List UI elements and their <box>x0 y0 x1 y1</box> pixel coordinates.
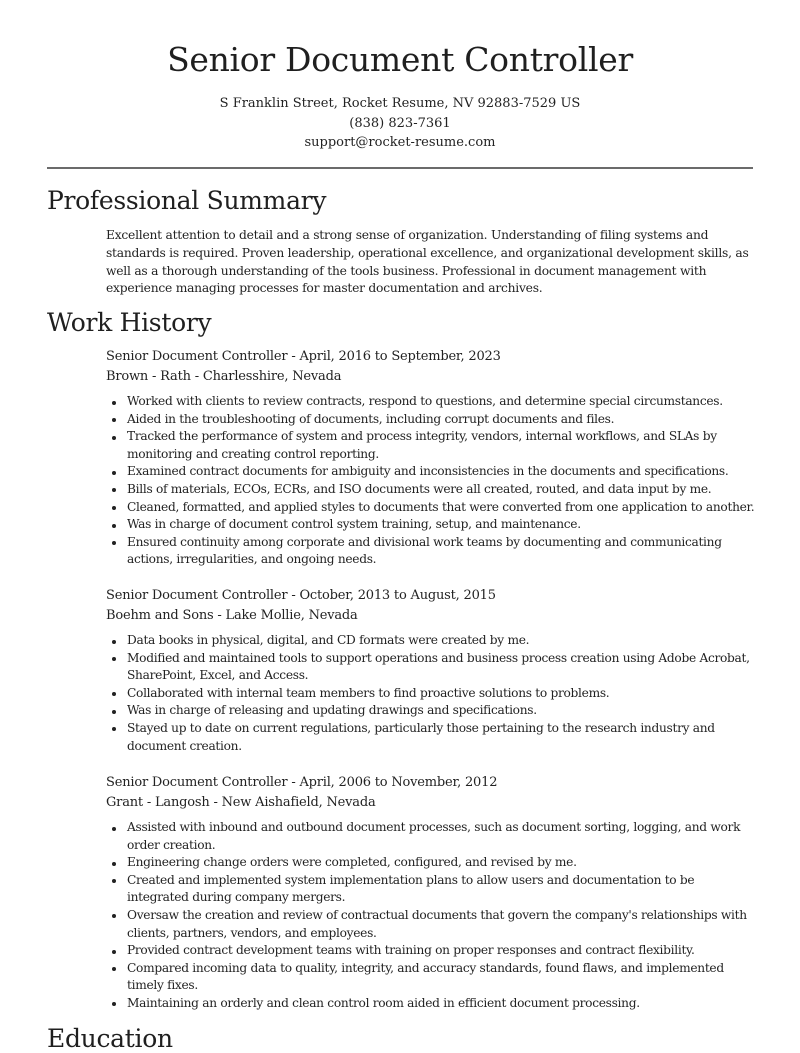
job-company-line: Boehm and Sons - Lake Mollie, Nevada <box>106 608 358 623</box>
job-entry-3 <box>106 773 756 1013</box>
address: S Franklin Street, Rocket Resume, NV 92883-7529 US <box>219 96 581 111</box>
list-item: Collaborated with internal team members to find proactive solutions to problems. <box>127 685 756 703</box>
list-item: Created and implemented system implementation plans to allow users and documentation to be integrated during company mergers. <box>127 872 756 907</box>
job-entry-2 <box>106 586 756 755</box>
job-company-line: Grant - Langosh - New Aishafield, Nevada <box>106 795 376 810</box>
list-item: Modified and maintained tools to support operations and business process creation using Adobe Acrobat, SharePoint, Excel, and Access. <box>127 650 756 685</box>
list-item: Worked with clients to review contracts, respond to questions, and determine special circumstances. <box>127 393 756 411</box>
list-item: Assisted with inbound and outbound document processes, such as document sorting, logging, and work order creation. <box>127 819 756 854</box>
work-history-heading: Work History <box>47 308 212 337</box>
job-bullets <box>106 819 756 1013</box>
list-item: Examined contract documents for ambiguity and inconsistencies in the documents and specifications. <box>127 463 756 481</box>
job-entry-1 <box>106 347 756 569</box>
job-bullets <box>106 393 756 569</box>
list-item: Data books in physical, digital, and CD formats were created by me. <box>127 632 756 650</box>
job-title-line: Senior Document Controller - April, 2006 to November, 2012 <box>106 775 498 790</box>
job-bullets <box>106 632 756 755</box>
job-title-line: Senior Document Controller - April, 2016 to September, 2023 <box>106 349 501 364</box>
list-item: Compared incoming data to quality, integrity, and accuracy standards, found flaws, and implemented timely fixes. <box>127 960 756 995</box>
list-item: Engineering change orders were completed, configured, and revised by me. <box>127 854 756 872</box>
list-item: Was in charge of document control system training, setup, and maintenance. <box>127 516 756 534</box>
email: support@rocket-resume.com <box>304 135 496 150</box>
summary-text: Excellent attention to detail and a strong sense of organization. Understanding of filing systems and standards is required. Proven leadership, operational excellence, and organizational development skills, as well as a thorough understanding of the tools business. Professional in document management with experience managing processes for master documentation and archives. <box>106 228 749 296</box>
list-item: Ensured continuity among corporate and divisional work teams by documenting and communicating actions, irregularities, and ongoing needs. <box>127 534 756 569</box>
list-item: Bills of materials, ECOs, ECRs, and ISO documents were all created, routed, and data input by me. <box>127 481 756 499</box>
header-divider <box>47 167 753 169</box>
education-heading: Education <box>47 1024 173 1053</box>
list-item: Tracked the performance of system and process integrity, vendors, internal workflows, and SLAs by monitoring and creating control reporting. <box>127 428 756 463</box>
list-item: Maintaining an orderly and clean control room aided in efficient document processing. <box>127 995 756 1013</box>
resume-title: Senior Document Controller <box>167 40 633 79</box>
list-item: Stayed up to date on current regulations, particularly those pertaining to the research industry and document creation. <box>127 720 756 755</box>
job-company-line: Brown - Rath - Charlesshire, Nevada <box>106 369 342 384</box>
summary-heading: Professional Summary <box>47 186 327 215</box>
list-item: Was in charge of releasing and updating drawings and specifications. <box>127 702 756 720</box>
job-title-line: Senior Document Controller - October, 2013 to August, 2015 <box>106 588 496 603</box>
list-item: Provided contract development teams with training on proper responses and contract flexibility. <box>127 942 756 960</box>
list-item: Cleaned, formatted, and applied styles to documents that were converted from one application to another. <box>127 499 756 517</box>
contact-block <box>47 94 753 153</box>
list-item: Aided in the troubleshooting of documents, including corrupt documents and files. <box>127 411 756 429</box>
phone: (838) 823-7361 <box>349 115 451 131</box>
list-item: Oversaw the creation and review of contractual documents that govern the company's relationships with clients, partners, vendors, and employees. <box>127 907 756 942</box>
